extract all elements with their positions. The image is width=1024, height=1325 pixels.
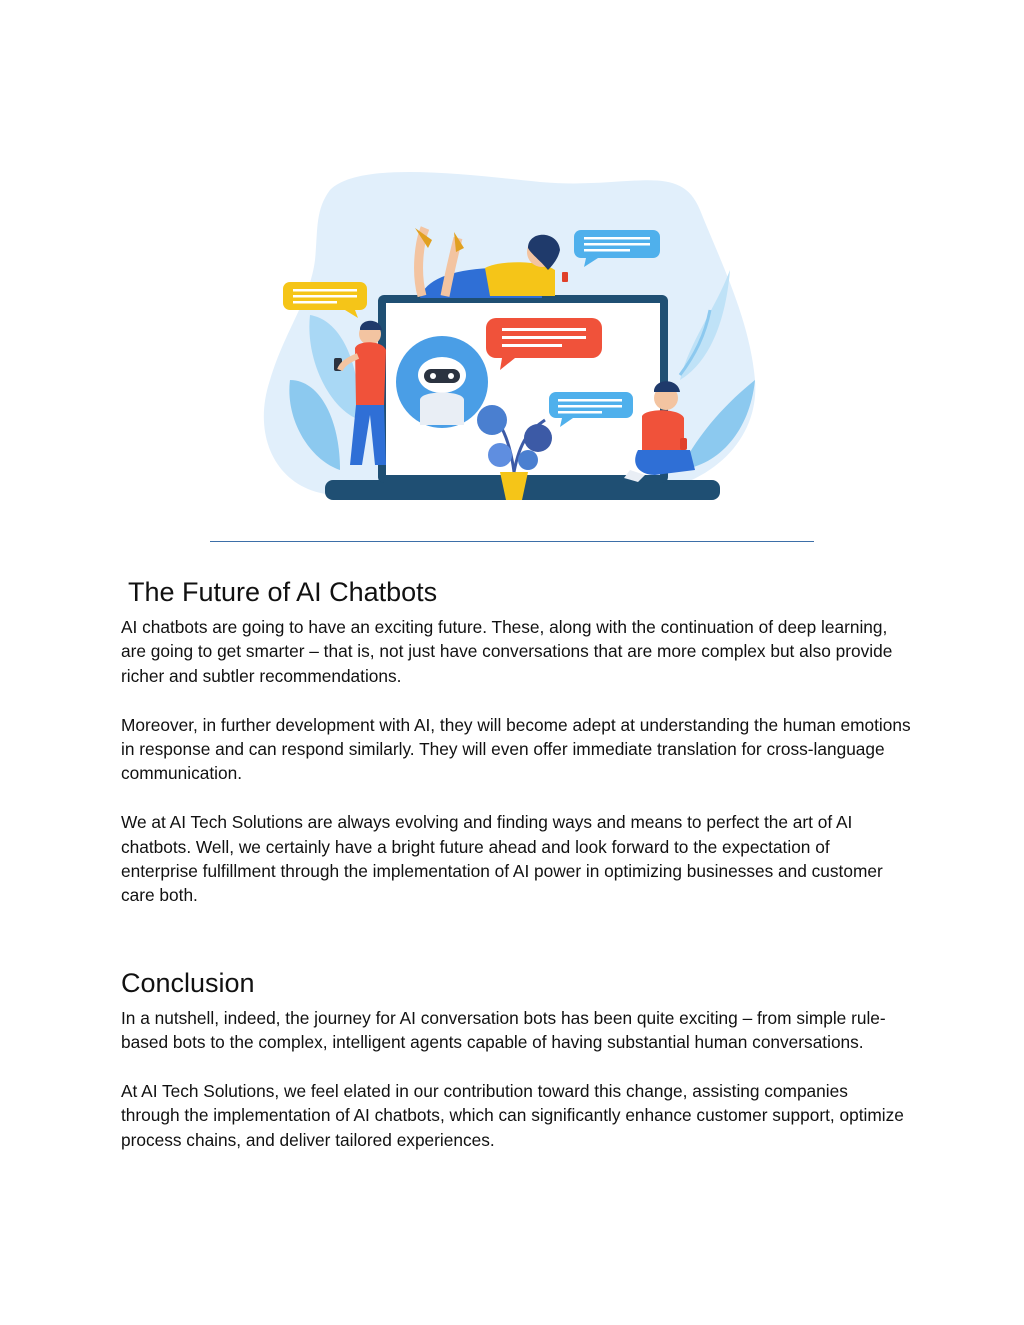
section-future	[121, 572, 911, 908]
chatbot-illustration	[210, 120, 815, 530]
paragraph: We at AI Tech Solutions are always evolving and finding ways and means to perfect the art of AI chatbots. Well, we certainly have a bright future ahead and look forward to the expectation of enterprise fulfillment through the implementation of AI power in optimizing businesses and customer care both.	[121, 812, 883, 906]
paragraph: AI chatbots are going to have an exciting future. These, along with the continuation of deep learning, are going to get smarter – that is, not just have conversations that are more complex but also provide richer and subtler recommendations.	[121, 617, 893, 686]
ai-chatbot-illustration-icon	[210, 120, 815, 530]
paragraph: In a nutshell, indeed, the journey for AI conversation bots has been quite exciting – from simple rule-based bots to the complex, intelligent agents capable of having substantial human conversations.	[121, 1007, 886, 1053]
horizontal-divider	[210, 541, 814, 542]
section-conclusion	[121, 963, 911, 1152]
article-body	[121, 572, 911, 1152]
paragraph: At AI Tech Solutions, we feel elated in our contribution toward this change, assisting companies through the implementation of AI chatbots, which can significantly enhance customer support, optimize process chains, and deliver tailored experiences.	[121, 1081, 904, 1150]
paragraph: Moreover, in further development with AI, they will become adept at understanding the human emotions in response and can respond similarly. They will even offer immediate translation for cross-language communication.	[121, 714, 911, 784]
section-heading: Conclusion	[121, 967, 255, 998]
section-heading: The Future of AI Chatbots	[128, 577, 438, 607]
